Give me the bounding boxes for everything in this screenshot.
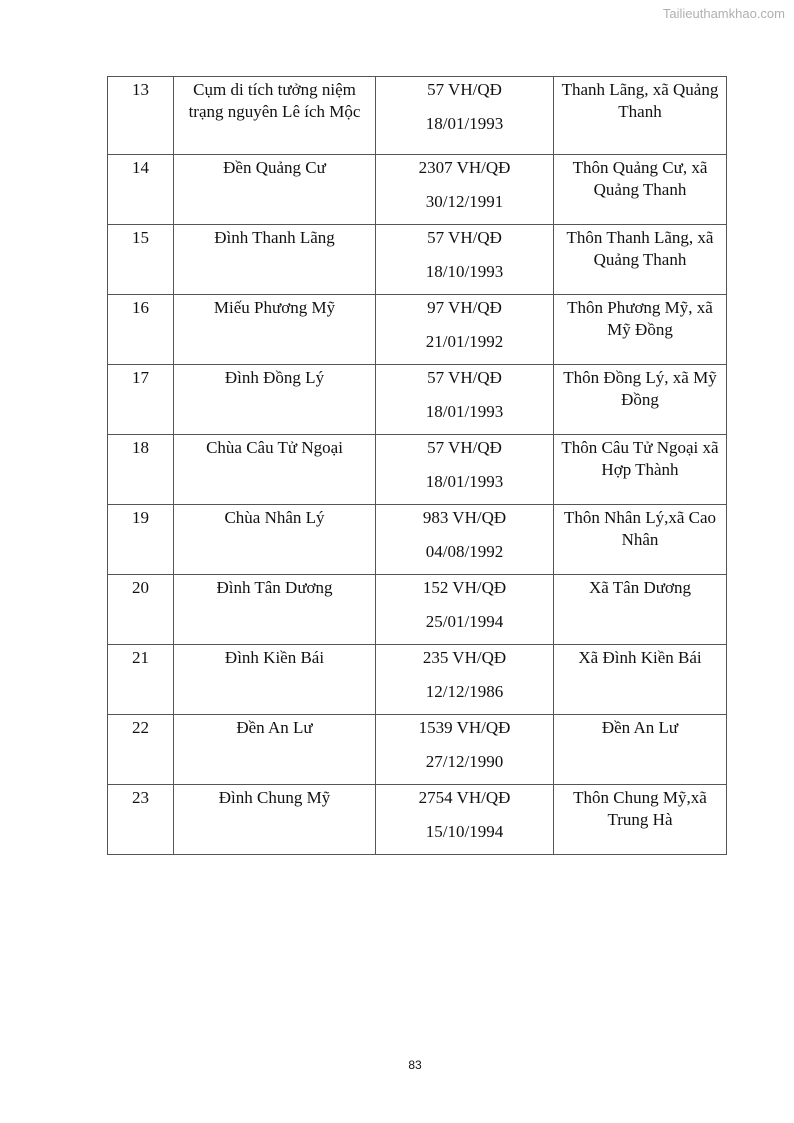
decision-cell (376, 785, 554, 855)
row-number: 13 (108, 77, 174, 155)
decision-number: 57 VH/QĐ (427, 438, 502, 457)
site-name: Đình Tân Dương (174, 575, 376, 645)
decision-number: 2307 VH/QĐ (418, 158, 511, 177)
location: Thôn Đồng Lý, xã Mỹ Đồng (554, 365, 727, 435)
decision-cell (376, 365, 554, 435)
row-number: 18 (108, 435, 174, 505)
page-number: 83 (408, 1058, 422, 1072)
table-row (108, 77, 727, 155)
decision-date: 30/12/1991 (425, 192, 504, 211)
decision-date: 25/01/1994 (425, 612, 504, 631)
table-row (108, 575, 727, 645)
decision-number: 57 VH/QĐ (427, 368, 502, 387)
location: Thôn Câu Tử Ngoại xã Hợp Thành (554, 435, 727, 505)
decision-date: 18/01/1993 (425, 472, 504, 491)
table-row (108, 225, 727, 295)
decision-date: 18/10/1993 (425, 262, 504, 281)
location: Thanh Lãng, xã Quảng Thanh (554, 77, 727, 155)
decision-date: 18/01/1993 (425, 402, 504, 421)
site-name: Đền An Lư (174, 715, 376, 785)
site-name: Miếu Phương Mỹ (174, 295, 376, 365)
decision-number: 235 VH/QĐ (422, 648, 507, 667)
decision-date: 04/08/1992 (425, 542, 504, 561)
row-number: 21 (108, 645, 174, 715)
row-number: 14 (108, 155, 174, 225)
decision-number: 152 VH/QĐ (422, 578, 507, 597)
row-number: 16 (108, 295, 174, 365)
decision-cell (376, 435, 554, 505)
heritage-table (107, 76, 727, 855)
location: Xã Tân Dương (554, 575, 727, 645)
location: Thôn Phương Mỹ, xã Mỹ Đồng (554, 295, 727, 365)
decision-cell (376, 225, 554, 295)
decision-number: 57 VH/QĐ (427, 228, 502, 247)
decision-cell (376, 715, 554, 785)
table-row (108, 155, 727, 225)
row-number: 20 (108, 575, 174, 645)
decision-cell (376, 575, 554, 645)
decision-number: 57 VH/QĐ (427, 80, 502, 99)
decision-date: 27/12/1990 (425, 752, 504, 771)
decision-cell (376, 295, 554, 365)
decision-date: 12/12/1986 (425, 682, 504, 701)
location: Thôn Nhân Lý,xã Cao Nhân (554, 505, 727, 575)
row-number: 23 (108, 785, 174, 855)
decision-number: 2754 VH/QĐ (418, 788, 511, 807)
table-row (108, 785, 727, 855)
table-row (108, 715, 727, 785)
decision-number: 97 VH/QĐ (427, 298, 502, 317)
row-number: 15 (108, 225, 174, 295)
decision-cell (376, 645, 554, 715)
site-name: Cụm di tích tưởng niệm trạng nguyên Lê ích Mộc (174, 77, 376, 155)
row-number: 22 (108, 715, 174, 785)
location: Thôn Quảng Cư, xã Quảng Thanh (554, 155, 727, 225)
decision-cell (376, 505, 554, 575)
site-name: Chùa Nhân Lý (174, 505, 376, 575)
watermark: Tailieuthamkhao.com (662, 6, 785, 21)
location: Xã Đình Kiền Bái (554, 645, 727, 715)
decision-date: 21/01/1992 (425, 332, 504, 351)
location: Đền An Lư (554, 715, 727, 785)
decision-cell (376, 77, 554, 155)
site-name: Chùa Câu Tử Ngoại (174, 435, 376, 505)
site-name: Đình Chung Mỹ (174, 785, 376, 855)
table-row (108, 365, 727, 435)
table-row (108, 645, 727, 715)
location: Thôn Chung Mỹ,xã Trung Hà (554, 785, 727, 855)
table-row (108, 435, 727, 505)
site-name: Đình Đồng Lý (174, 365, 376, 435)
decision-number: 1539 VH/QĐ (418, 718, 511, 737)
site-name: Đình Thanh Lãng (174, 225, 376, 295)
decision-date: 18/01/1993 (425, 114, 504, 133)
row-number: 17 (108, 365, 174, 435)
location: Thôn Thanh Lãng, xã Quảng Thanh (554, 225, 727, 295)
decision-date: 15/10/1994 (425, 822, 504, 841)
decision-number: 983 VH/QĐ (422, 508, 507, 527)
row-number: 19 (108, 505, 174, 575)
decision-cell (376, 155, 554, 225)
table-row (108, 505, 727, 575)
table-row (108, 295, 727, 365)
site-name: Đền Quảng Cư (174, 155, 376, 225)
site-name: Đình Kiền Bái (174, 645, 376, 715)
